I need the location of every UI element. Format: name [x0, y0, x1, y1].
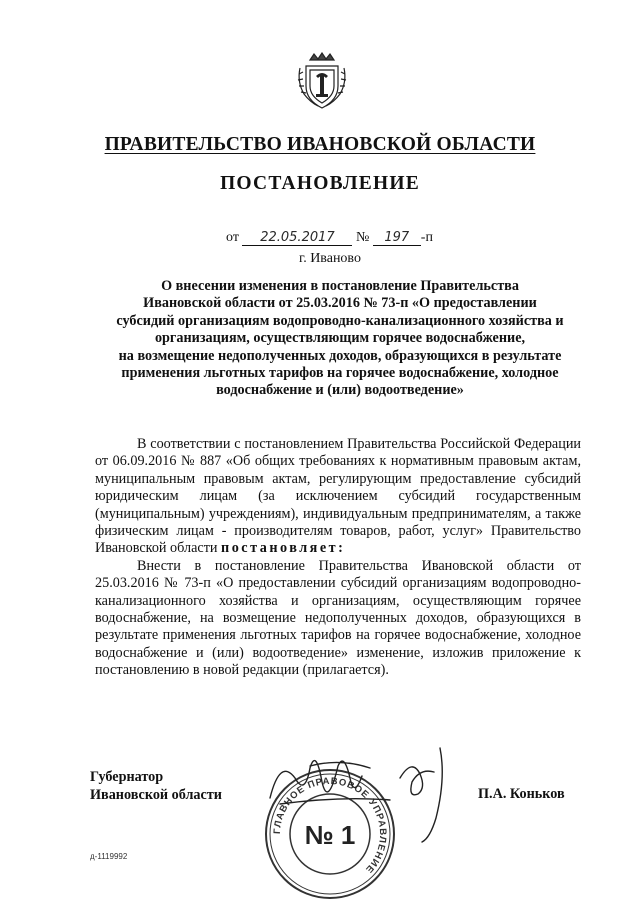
position-line-2: Ивановской области — [90, 787, 222, 803]
coat-of-arms-icon — [296, 52, 348, 112]
body-paragraph-2: Внести в постановление Правительства Ивановской области от 25.03.2016 № 73-п «О предоставлении субсидий организациям водопроводно-канализационного хозяйства и организациям, осуществляющим горячее водоснабжение, на возмещение недополученных доходов, образующихся в результате применения льготных тарифов на горячее водоснабжение, холодное водоснабжение и (или) водоотведение» изменение, изложив приложение к постановлению в новой редакции (прилагается). — [95, 557, 581, 679]
document-body — [95, 436, 581, 680]
document-code: д-1119992 — [90, 852, 128, 861]
heading-line: водоснабжение и (или) водоотведение» — [216, 382, 464, 399]
city: г. Иваново — [299, 251, 361, 266]
number-suffix: -п — [420, 230, 433, 245]
paragraph-1-text: В соответствии с постановлением Правительства Российской Федерации от 06.09.2016 № 887 «Об общих требованиях к нормативным правовым актам, муниципальным правовым актам, регулирующим предоставление субсидий юридическим лицам (за исключением субсидий государственным (муниципальным) учреждениям), индивидуальным предпринимателям, а также физическим лицам - производителям товаров, работ, услуг» Правительство Ивановской области — [95, 436, 581, 557]
body-paragraph-1 — [95, 436, 581, 558]
registration-line — [226, 230, 433, 246]
government-title: ПРАВИТЕЛЬСТВО ИВАНОВСКОЙ ОБЛАСТИ — [104, 134, 536, 155]
heading-line: Ивановской области от 25.03.2016 № 73-п «О предоставлении — [143, 295, 537, 312]
heading-line: организациям, осуществляющим горячее водоснабжение, — [154, 330, 526, 347]
number-prefix: № — [355, 230, 370, 245]
signatory-name: П.А. Коньков — [478, 786, 565, 802]
action-word: постановляет: — [221, 540, 346, 557]
heading-line: применения льготных тарифов на горячее водоснабжение, холодное — [121, 365, 559, 382]
date-value: 22.05.2017 — [242, 230, 352, 246]
document-heading — [80, 278, 600, 400]
stamp-ring-text: ГЛАВНОЕ ПРАВОВОЕ УПРАВЛЕНИЕ — [271, 775, 389, 876]
date-prefix: от — [226, 230, 239, 245]
position-line-1: Губернатор — [90, 769, 164, 785]
heading-line: на возмещение недополученных доходов, образующихся в результате — [118, 347, 562, 364]
handwritten-signature — [250, 738, 470, 848]
number-value: 197 — [373, 230, 421, 246]
heading-line: О внесении изменения в постановление Правительства — [161, 278, 519, 294]
heading-line: субсидий организациям водопроводно-канализационного хозяйства и — [116, 312, 564, 329]
document-type: ПОСТАНОВЛЕНИЕ — [220, 173, 420, 194]
signatory-position — [90, 768, 222, 804]
stamp-number: № 1 — [304, 820, 356, 850]
